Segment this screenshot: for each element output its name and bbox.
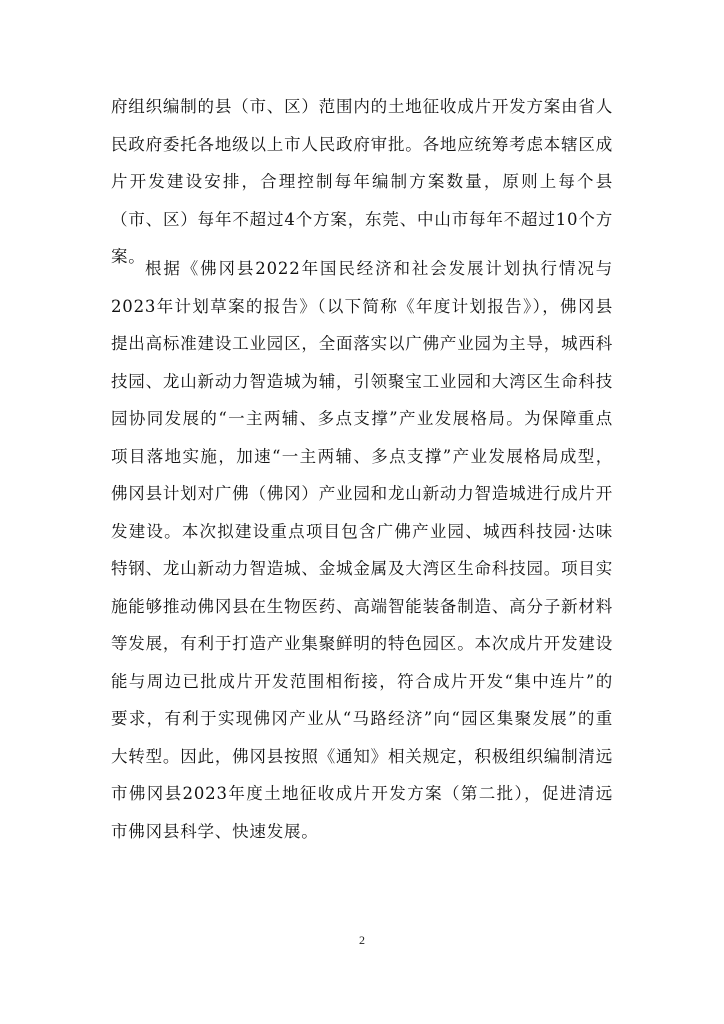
- paragraph-continuation: 府组织编制的县（市、区）范围内的土地征收成片开发方案由省人民政府委托各地级以上市人民政府审批。各地应统筹考虑本辖区成片开发建设安排，合理控制每年编制方案数量，原则上每个县（市、区）每年不超过4个方案，东莞、中山市每年不超过10个方案。: [111, 97, 613, 266]
- page-number: 2: [359, 933, 365, 947]
- paragraph-annual-plan: 根据《佛冈县2022年国民经济和社会发展计划执行情况与2023年计划草案的报告》（以下简称《年度计划报告》），佛冈县提出高标准建设工业园区，全面落实以广佛产业园为主导，城西科技园、龙山新动力智造城为辅，引领聚宝工业园和大湾区生命科技园协同发展的“一主两辅、多点支撑”产业发展格局。为保障重点项目落地实施，加速“一主两辅、多点支撑”产业发展格局成型，佛冈县计划对广佛（佛冈）产业园和龙山新动力智造城进行成片开发建设。本次拟建设重点项目包含广佛产业园、城西科技园·达味特钢、龙山新动力智造城、金城金属及大湾区生命科技园。项目实施能够推动佛冈县在生物医药、高端智能装备制造、高分子新材料等发展，有利于打造产业集聚鲜明的特色园区。本次成片开发建设能与周边已批成片开发范围相衔接，符合成片开发“集中连片”的要求，有利于实现佛冈产业从“马路经济”向“园区集聚发展”的重大转型。因此，佛冈县按照《通知》相关规定，积极组织编制清远市佛冈县2023年度土地征收成片开发方案（第二批），促进清远市佛冈县科学、快速发展。: [111, 259, 613, 841]
